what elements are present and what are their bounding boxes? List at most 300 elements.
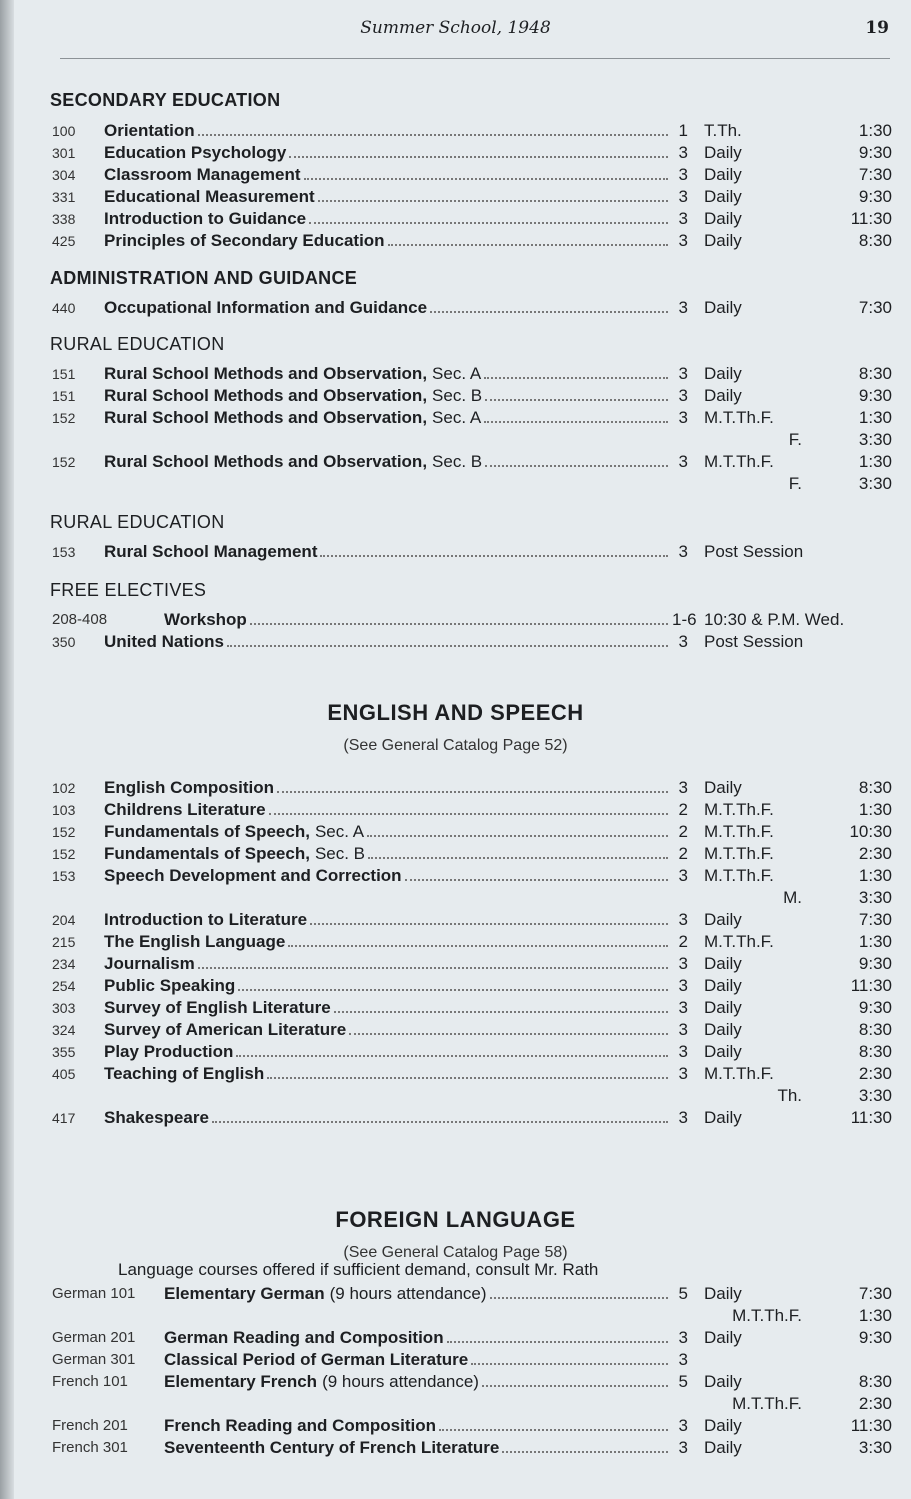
course-title: Rural School Management	[104, 542, 318, 561]
course-title-line	[104, 1019, 670, 1041]
course-row	[52, 1107, 892, 1129]
course-number: German 201	[52, 1329, 136, 1346]
course-row	[52, 451, 892, 473]
course-title: Speech Development and Correction	[104, 866, 402, 885]
meeting-days: M.T.Th.F.	[704, 800, 774, 819]
course-row	[52, 1327, 892, 1349]
meeting-time: 2:30	[858, 1394, 892, 1413]
meeting-days: M.T.Th.F.	[704, 822, 774, 841]
meeting-time: 1:30	[858, 800, 892, 819]
course-title: Workshop	[164, 610, 247, 629]
meeting-time: 11:30	[850, 976, 892, 995]
course-title: The English Language	[104, 932, 286, 951]
section-heading-electives: FREE ELECTIVES	[50, 580, 207, 600]
meeting-time: 8:30	[858, 1372, 892, 1391]
course-row	[52, 975, 892, 997]
dot-leader	[388, 230, 668, 246]
meeting-days: Daily	[704, 231, 742, 250]
course-row	[52, 865, 892, 887]
course-title-line	[104, 297, 670, 319]
meeting-days: M.T.Th.F.	[704, 1064, 774, 1083]
meeting-time: 11:30	[850, 1108, 892, 1127]
course-title: Principles of Secondary Education	[104, 231, 385, 250]
course-row-continuation	[52, 473, 892, 495]
course-title: French Reading and Composition	[164, 1416, 437, 1435]
course-row	[52, 164, 892, 186]
meeting-days: Post Session	[704, 542, 804, 561]
credit-hours: 3	[678, 1328, 688, 1347]
meeting-time: 8:30	[858, 778, 892, 797]
credit-hours: 3	[678, 542, 688, 561]
meeting-days: M.T.Th.F.	[704, 932, 774, 951]
course-number: 215	[52, 934, 76, 950]
meeting-days: M.T.Th.F.	[704, 844, 774, 863]
course-number: 425	[52, 233, 76, 249]
course-title: Journalism	[104, 954, 195, 973]
course-title-line	[164, 609, 670, 631]
course-list-electives	[52, 609, 892, 653]
meeting-days: M.T.Th.F.	[704, 452, 774, 471]
course-title-line	[104, 451, 670, 473]
meeting-days: Daily	[704, 165, 742, 184]
meeting-time: 3:30	[858, 474, 892, 493]
meeting-time: 8:30	[858, 231, 892, 250]
course-title-line	[104, 385, 670, 407]
meeting-days: 10:30 & P.M. Wed.	[704, 610, 845, 629]
credit-hours: 3	[678, 1438, 688, 1457]
dot-leader	[485, 451, 668, 467]
course-note: (9 hours attendance)	[322, 1372, 479, 1391]
credit-hours: 3	[678, 1416, 688, 1435]
meeting-days: Daily	[704, 209, 742, 228]
course-number: 355	[52, 1044, 76, 1060]
course-title: Public Speaking	[104, 976, 236, 995]
course-row	[52, 843, 892, 865]
meeting-days: M.	[783, 888, 802, 907]
meeting-time: 9:30	[858, 187, 892, 206]
course-number: French 301	[52, 1439, 128, 1456]
course-row	[52, 777, 892, 799]
course-number: German 101	[52, 1285, 136, 1302]
course-note: (9 hours attendance)	[329, 1284, 487, 1303]
meeting-days: Daily	[704, 364, 742, 383]
credit-hours: 3	[678, 143, 688, 162]
course-number: 153	[52, 544, 76, 560]
course-row	[52, 208, 892, 230]
dot-leader	[236, 1041, 668, 1057]
course-title: Rural School Methods and Observation,	[104, 408, 428, 427]
meeting-time: 3:30	[858, 888, 892, 907]
dot-leader	[490, 1283, 668, 1299]
meeting-time: 1:30	[858, 866, 892, 885]
dot-leader	[289, 142, 668, 158]
course-title-line	[104, 631, 670, 653]
credit-hours: 3	[678, 187, 688, 206]
meeting-time: 1:30	[858, 932, 892, 951]
meeting-days: T.Th.	[704, 121, 742, 140]
meeting-days: Daily	[704, 1020, 742, 1039]
credit-hours: 3	[678, 1064, 688, 1083]
meeting-time: 3:30	[858, 1086, 892, 1105]
course-row	[52, 1019, 892, 1041]
section-heading-rural-2: RURAL EDUCATION	[50, 512, 225, 532]
dot-leader	[484, 363, 668, 379]
credit-hours: 2	[678, 844, 688, 863]
meeting-time: 9:30	[858, 1328, 892, 1347]
meeting-days: Daily	[704, 1416, 742, 1435]
course-row-continuation	[52, 1085, 892, 1107]
dot-leader	[320, 541, 668, 557]
course-title: Survey of American Literature	[104, 1020, 347, 1039]
dot-leader	[482, 1371, 668, 1387]
course-title: Seventeenth Century of French Literature	[164, 1438, 500, 1457]
course-note: Sec. A	[432, 408, 482, 427]
meeting-days: M.T.Th.F.	[704, 408, 774, 427]
course-title: Elementary German	[164, 1284, 325, 1303]
course-title: Rural School Methods and Observation,	[104, 452, 428, 471]
meeting-time: 11:30	[850, 1416, 892, 1435]
course-list-secondary	[52, 120, 892, 252]
dot-leader	[447, 1327, 668, 1343]
meeting-time: 9:30	[858, 143, 892, 162]
meeting-time: 1:30	[858, 452, 892, 471]
meeting-days: Daily	[704, 298, 742, 317]
meeting-days: F.	[788, 474, 802, 493]
course-note: Sec. A	[432, 364, 482, 383]
course-title-line	[164, 1371, 670, 1393]
course-row	[52, 799, 892, 821]
meeting-time: 10:30	[849, 822, 892, 841]
credit-hours: 3	[678, 1350, 688, 1369]
meeting-time: 7:30	[858, 910, 892, 929]
course-title-line	[104, 799, 670, 821]
header-rule	[60, 58, 890, 59]
course-title: German Reading and Composition	[164, 1328, 444, 1347]
dot-leader	[318, 186, 668, 202]
credit-hours: 3	[678, 976, 688, 995]
dot-leader	[212, 1107, 668, 1123]
section-heading-secondary: SECONDARY EDUCATION	[50, 90, 281, 110]
course-row-continuation	[52, 429, 892, 451]
course-title: Childrens Literature	[104, 800, 266, 819]
course-title: Introduction to Guidance	[104, 209, 307, 228]
course-row	[52, 1041, 892, 1063]
credit-hours: 3	[678, 910, 688, 929]
dot-leader	[310, 909, 668, 925]
course-title-line	[164, 1327, 670, 1349]
course-row	[52, 609, 892, 631]
course-title-line	[104, 363, 670, 385]
course-title-line	[104, 541, 670, 563]
course-list-english	[52, 777, 892, 1129]
credit-hours: 1-6	[672, 610, 697, 629]
course-row	[52, 997, 892, 1019]
meeting-time: 9:30	[858, 386, 892, 405]
course-title-line	[104, 142, 670, 164]
course-row	[52, 909, 892, 931]
meeting-days: Daily	[704, 187, 742, 206]
meeting-days: Daily	[704, 143, 742, 162]
course-row	[52, 1349, 892, 1371]
course-row	[52, 385, 892, 407]
course-title-line	[104, 164, 670, 186]
course-number: French 101	[52, 1373, 128, 1390]
course-row	[52, 1437, 892, 1459]
course-title: Survey of English Literature	[104, 998, 331, 1017]
credit-hours: 3	[678, 452, 688, 471]
course-title: Rural School Methods and Observation,	[104, 386, 428, 405]
course-title-line	[104, 1063, 670, 1085]
dot-leader	[484, 407, 668, 423]
course-title: Classroom Management	[104, 165, 301, 184]
course-number: 350	[52, 634, 76, 650]
course-title-line	[104, 865, 670, 887]
course-title: Rural School Methods and Observation,	[104, 364, 428, 383]
meeting-days: Daily	[704, 1328, 742, 1347]
meeting-time: 9:30	[858, 954, 892, 973]
meeting-days: Daily	[704, 778, 742, 797]
course-number: 208-408	[52, 611, 108, 628]
dot-leader	[304, 164, 669, 180]
course-row	[52, 953, 892, 975]
course-row	[52, 1063, 892, 1085]
dot-leader	[288, 931, 668, 947]
course-number: 151	[52, 366, 76, 382]
course-title: Introduction to Literature	[104, 910, 308, 929]
course-title-line	[104, 953, 670, 975]
dot-leader	[471, 1349, 668, 1365]
course-title: Occupational Information and Guidance	[104, 298, 428, 317]
credit-hours: 3	[678, 298, 688, 317]
course-list-rural-2	[52, 541, 892, 563]
course-row	[52, 120, 892, 142]
meeting-days: Daily	[704, 1372, 742, 1391]
course-title-line	[104, 843, 670, 865]
meeting-time: 3:30	[858, 1438, 892, 1457]
credit-hours: 3	[678, 954, 688, 973]
meeting-time: 8:30	[858, 1042, 892, 1061]
dot-leader	[227, 631, 668, 647]
course-row	[52, 230, 892, 252]
meeting-time: 2:30	[858, 1064, 892, 1083]
course-title: Educational Measurement	[104, 187, 315, 206]
course-row	[52, 363, 892, 385]
course-number: 440	[52, 300, 76, 316]
meeting-days: Daily	[704, 1108, 742, 1127]
section-heading-english: ENGLISH AND SPEECH	[327, 700, 584, 725]
course-title: Education Psychology	[104, 143, 287, 162]
course-title: English Composition	[104, 778, 274, 797]
course-row	[52, 1283, 892, 1305]
dot-leader	[238, 975, 668, 991]
meeting-time: 3:30	[858, 430, 892, 449]
course-title: Classical Period of German Literature	[164, 1350, 469, 1369]
meeting-days: Daily	[704, 1438, 742, 1457]
course-number: 204	[52, 912, 76, 928]
course-row	[52, 407, 892, 429]
course-number: 331	[52, 189, 76, 205]
course-row-continuation	[52, 1393, 892, 1415]
course-number: 417	[52, 1110, 76, 1126]
credit-hours: 3	[678, 364, 688, 383]
meeting-days: Daily	[704, 954, 742, 973]
course-row	[52, 631, 892, 653]
course-number: 303	[52, 1000, 76, 1016]
course-title-line	[164, 1283, 670, 1305]
credit-hours: 1	[678, 121, 688, 140]
course-number: German 301	[52, 1351, 136, 1368]
course-title-line	[104, 1107, 670, 1129]
course-number: 301	[52, 145, 76, 161]
credit-hours: 2	[678, 822, 688, 841]
section-heading-foreign: FOREIGN LANGUAGE	[335, 1207, 576, 1232]
dot-leader	[334, 997, 668, 1013]
course-title-line	[104, 1041, 670, 1063]
dot-leader	[502, 1437, 668, 1453]
meeting-days: Daily	[704, 976, 742, 995]
meeting-days: Post Session	[704, 632, 804, 651]
credit-hours: 3	[678, 1108, 688, 1127]
credit-hours: 2	[678, 800, 688, 819]
course-title-line	[104, 975, 670, 997]
course-number: 153	[52, 868, 76, 884]
meeting-time: 1:30	[858, 121, 892, 140]
course-title: Shakespeare	[104, 1108, 209, 1127]
course-number: 151	[52, 388, 76, 404]
dot-leader	[198, 953, 668, 969]
course-number: 102	[52, 780, 76, 796]
meeting-days: Daily	[704, 910, 742, 929]
meeting-time: 8:30	[858, 364, 892, 383]
course-row	[52, 1371, 892, 1393]
course-title-line	[104, 120, 670, 142]
meeting-days: Daily	[704, 998, 742, 1017]
course-row-continuation	[52, 1305, 892, 1327]
course-number: 254	[52, 978, 76, 994]
course-number: 304	[52, 167, 76, 183]
dot-leader	[349, 1019, 668, 1035]
meeting-days: M.T.Th.F.	[704, 866, 774, 885]
course-title-line	[104, 997, 670, 1019]
meeting-time: 1:30	[858, 1306, 892, 1325]
dot-leader	[309, 208, 668, 224]
credit-hours: 3	[678, 231, 688, 250]
course-title: Fundamentals of Speech,	[104, 844, 310, 863]
dot-leader	[368, 843, 668, 859]
meeting-days: Daily	[704, 1042, 742, 1061]
course-number: 103	[52, 802, 76, 818]
course-number: 152	[52, 846, 76, 862]
meeting-days: Th.	[777, 1086, 802, 1105]
language-note: Language courses offered if sufficient demand, consult Mr. Rath	[118, 1260, 599, 1279]
course-note: Sec. A	[314, 822, 365, 841]
course-row	[52, 1415, 892, 1437]
course-note: Sec. B	[432, 452, 483, 471]
meeting-time: 7:30	[858, 1284, 892, 1303]
running-title: Summer School, 1948	[360, 18, 551, 38]
course-title-line	[104, 777, 670, 799]
course-number: 234	[52, 956, 76, 972]
meeting-time: 2:30	[858, 844, 892, 863]
course-list-foreign	[52, 1283, 892, 1459]
course-number: 152	[52, 824, 76, 840]
dot-leader	[485, 385, 668, 401]
course-title: Orientation	[104, 121, 195, 140]
course-title-line	[164, 1349, 670, 1371]
credit-hours: 3	[678, 408, 688, 427]
course-title: Fundamentals of Speech,	[104, 822, 310, 841]
meeting-days: M.T.Th.F.	[732, 1394, 802, 1413]
course-title-line	[104, 208, 670, 230]
credit-hours: 3	[678, 209, 688, 228]
meeting-time: 11:30	[850, 209, 892, 228]
meeting-days: M.T.Th.F.	[732, 1306, 802, 1325]
section-heading-rural: RURAL EDUCATION	[50, 334, 225, 354]
course-title: Teaching of English	[104, 1064, 265, 1083]
english-catalog-ref: (See General Catalog Page 52)	[343, 737, 568, 754]
course-number: 100	[52, 123, 76, 139]
course-list-rural	[52, 363, 892, 495]
dot-leader	[269, 799, 668, 815]
meeting-days: Daily	[704, 1284, 742, 1303]
dot-leader	[439, 1415, 668, 1431]
course-title-line	[104, 931, 670, 953]
course-number: 152	[52, 410, 76, 426]
credit-hours: 3	[678, 778, 688, 797]
meeting-time: 7:30	[858, 298, 892, 317]
course-row	[52, 541, 892, 563]
credit-hours: 5	[678, 1284, 688, 1303]
credit-hours: 3	[678, 866, 688, 885]
credit-hours: 2	[678, 932, 688, 951]
course-title-line	[164, 1437, 670, 1459]
meeting-time: 1:30	[858, 408, 892, 427]
course-title-line	[104, 821, 670, 843]
meeting-days: F.	[788, 430, 802, 449]
course-row	[52, 821, 892, 843]
course-note: Sec. B	[314, 844, 366, 863]
dot-leader	[198, 120, 668, 136]
credit-hours: 3	[678, 386, 688, 405]
credit-hours: 5	[678, 1372, 688, 1391]
dot-leader	[405, 865, 668, 881]
course-title-line	[104, 909, 670, 931]
credit-hours: 3	[678, 998, 688, 1017]
course-row	[52, 142, 892, 164]
course-number: 338	[52, 211, 76, 227]
course-title: Play Production	[104, 1042, 234, 1061]
meeting-time: 9:30	[858, 998, 892, 1017]
dot-leader	[430, 297, 668, 313]
dot-leader	[250, 609, 668, 625]
course-number: French 201	[52, 1417, 128, 1434]
course-title: United Nations	[104, 632, 224, 651]
course-title-line	[104, 186, 670, 208]
dot-leader	[367, 821, 668, 837]
course-note: Sec. B	[432, 386, 483, 405]
course-number: 152	[52, 454, 76, 470]
course-list-administration	[52, 297, 892, 319]
meeting-time: 8:30	[858, 1020, 892, 1039]
credit-hours: 3	[678, 165, 688, 184]
course-row	[52, 297, 892, 319]
course-row	[52, 186, 892, 208]
course-title-line	[164, 1415, 670, 1437]
course-number: 324	[52, 1022, 76, 1038]
credit-hours: 3	[678, 632, 688, 651]
meeting-time: 7:30	[858, 165, 892, 184]
credit-hours: 3	[678, 1042, 688, 1061]
